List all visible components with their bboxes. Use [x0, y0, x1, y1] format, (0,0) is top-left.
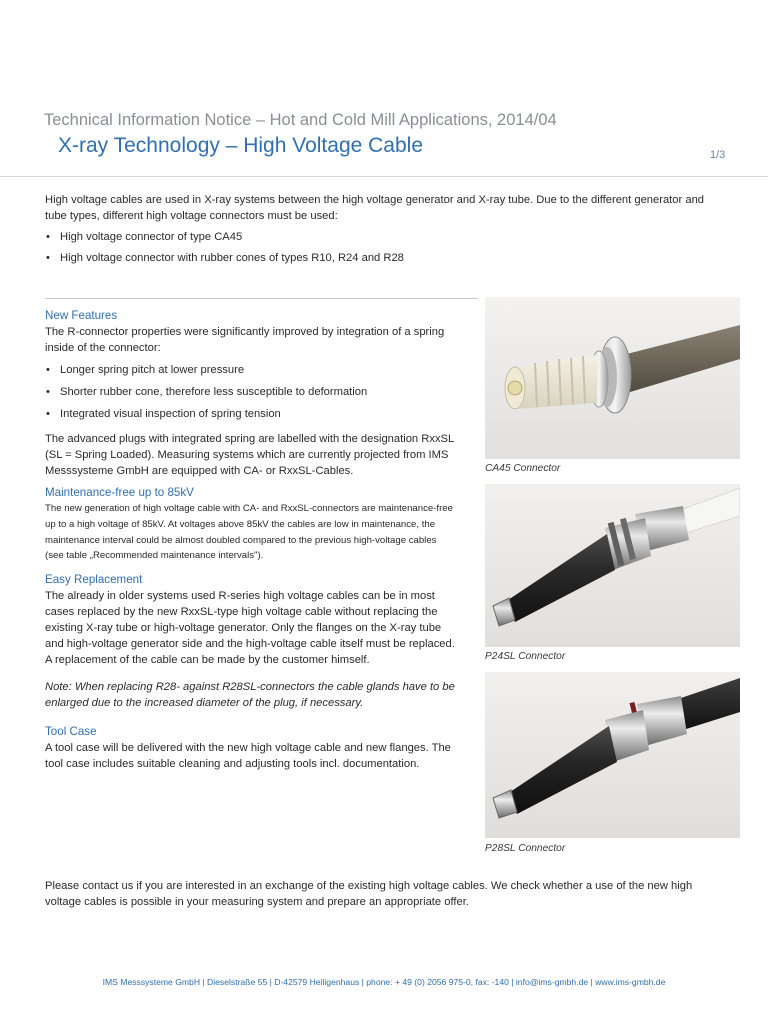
intro-section [45, 192, 725, 266]
list-item: • Shorter rubber cone, therefore less susceptible to deformation [45, 384, 455, 400]
list-item: • High voltage connector with rubber cones of types R10, R24 and R28 [45, 250, 725, 266]
p28sl-connector-photo [485, 672, 740, 838]
page-title: X-ray Technology – High Voltage Cable [58, 134, 424, 157]
closing-text: Please contact us if you are interested in an exchange of the existing high voltage cables. We check whether a use of the new high voltage cables is possible in your measuring system and prepare an appropriate offer. [45, 880, 693, 908]
new-features-text-2: The advanced plugs with integrated spring are labelled with the designation RxxSL (SL = Spring Loaded). Measuring systems which are currently projected from IMS Messsysteme GmbH are equipped with CA- or RxxSL-Cables. [45, 433, 454, 477]
replacement-note: Note: When replacing R28- against R28SL-connectors the cable glands have to be enlarged due to the increased diameter of the plug, if necessary. [45, 681, 455, 710]
easy-replacement-heading: Easy Replacement [45, 573, 143, 587]
intro-bullets [45, 229, 725, 266]
list-item: • Integrated visual inspection of spring tension [45, 406, 455, 422]
left-column [45, 308, 455, 772]
footer-contact: IMS Messsysteme GmbH | Dieselstraße 55 | D-42579 Heiligenhaus | phone: + 49 (0) 2056 975-0, fax: -140 | info@ims-gmbh.de | www.ims-gmbh.de [102, 977, 666, 987]
p24sl-caption: P24SL Connector [485, 651, 566, 662]
ca45-caption: CA45 Connector [485, 463, 561, 474]
header-notice: Technical Information Notice – Hot and Cold Mill Applications, 2014/04 [44, 111, 557, 129]
section-divider [45, 298, 478, 299]
list-item: • Longer spring pitch at lower pressure [45, 362, 455, 378]
header-divider [0, 176, 768, 177]
easy-replacement-text: The already in older systems used R-series high voltage cables can be in most cases replaced by the new RxxSL-type high voltage cable without replacing the existing X-ray tube or high-voltage generator. Only the flanges on the X-ray tube and high-voltage generator side and the high-voltage cable itself must be replaced. A replacement of the cable can be made by the customer himself. [45, 590, 455, 667]
new-features-heading: New Features [45, 309, 118, 322]
tool-case-text: A tool case will be delivered with the new high voltage cable and new flanges. The tool case includes suitable cleaning and adjusting tools incl. documentation. [45, 742, 451, 771]
list-item: • High voltage connector of type CA45 [45, 229, 725, 245]
new-features-bullets [45, 362, 455, 422]
maintenance-heading: Maintenance-free up to 85kV [45, 486, 194, 499]
p24sl-connector-photo [485, 484, 740, 647]
p28sl-caption: P28SL Connector [485, 843, 566, 854]
maintenance-text: The new generation of high voltage cable with CA- and RxxSL-connectors are maintenance-free up to a high voltage of 85kV. At voltages above 85kV the cables are low in maintenance, the maintenance interval could be almost doubled compared to the previous high-voltage cables (see table „Recommended maintenance intervals"). [45, 503, 453, 562]
tool-case-heading: Tool Case [45, 725, 97, 739]
page-number: 1/3 [710, 149, 726, 161]
new-features-text: The R-connector properties were significantly improved by integration of a spring inside of the connector: [45, 326, 445, 354]
intro-text: High voltage cables are used in X-ray systems between the high voltage generator and X-ray tube. Due to the different generator and tube types, different high voltage connectors must be used: [45, 194, 705, 222]
ca45-connector-photo [485, 297, 740, 459]
